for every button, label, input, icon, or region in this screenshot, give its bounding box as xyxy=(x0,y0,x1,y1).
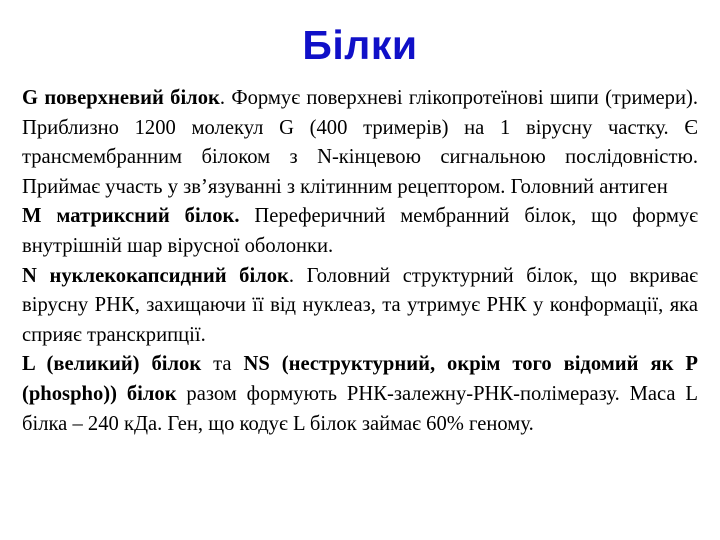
term-m-protein: М матриксний білок. xyxy=(22,205,240,228)
paragraph-l-ns-protein xyxy=(22,350,698,439)
slide-body xyxy=(22,84,698,439)
description-m-protein: Переферичний мембранний білок, що формує внутрішній шар вірусної оболонки. xyxy=(22,205,698,257)
description-n-protein: . Головний структурний білок, що вкриває вірусну РНК, захищаючи її від нуклеаз, та утримує РНК у конформації, яка сприяє транскрипції. xyxy=(22,264,699,346)
paragraph-g-protein xyxy=(22,84,698,202)
term-ns-protein: NS (неструктурний, окрім того відомий як P (phospho)) білок xyxy=(22,353,698,405)
slide-title: Білки xyxy=(302,22,418,68)
term-n-protein: N нуклекокапсидний білок xyxy=(22,264,289,287)
description-g-protein: . Формує поверхневі глікопротеїнові шипи (тримери). Приблизно 1200 молекул G (400 тримерів) на 1 вірусну частку. Є трансмембранним білоком з N-кінцевою сигнальною послідовністю. Приймає участь у зв’язуванні з клітинним рецептором. Головний антиген xyxy=(22,87,698,198)
paragraph-n-protein xyxy=(22,262,698,351)
description-l-ns-protein: разом формують РНК-залежну-РНК-полімеразу. Маса L білка – 240 кДа. Ген, що кодує L білок займає 60% геному. xyxy=(22,382,698,435)
paragraph-m-protein xyxy=(22,202,698,261)
term-l-protein: L (великий) білок xyxy=(22,353,202,376)
conjunction: та xyxy=(201,353,244,376)
term-g-protein: G поверхневий білок xyxy=(22,87,220,109)
